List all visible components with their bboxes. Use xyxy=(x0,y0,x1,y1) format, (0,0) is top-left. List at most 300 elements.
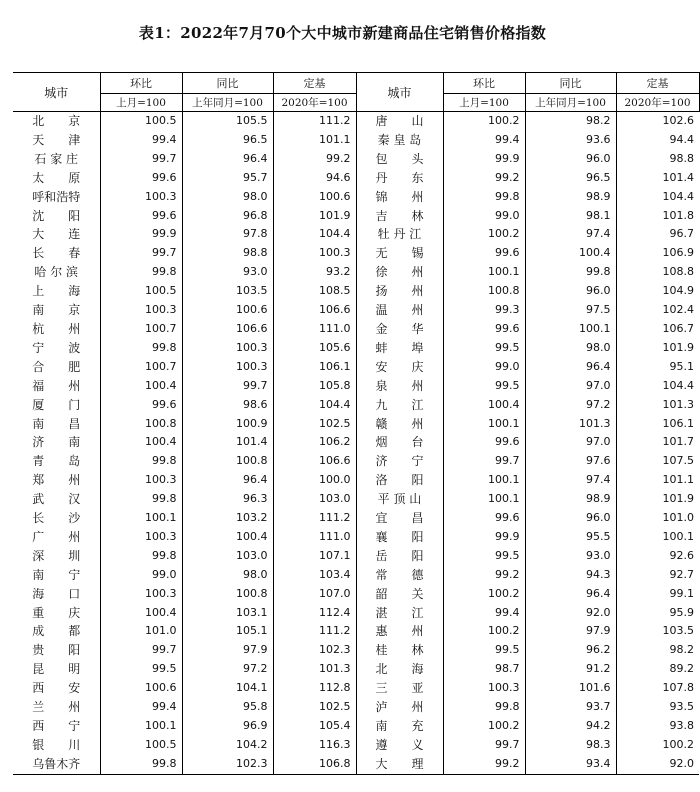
city-cell-right: 常 德 xyxy=(356,566,443,585)
subheader-mom-left: 上月=100 xyxy=(100,94,182,112)
mom-cell-left: 99.7 xyxy=(100,150,182,169)
yoy-cell-right: 96.0 xyxy=(525,509,616,528)
base-cell-left: 100.0 xyxy=(273,471,356,490)
base-cell-right: 104.9 xyxy=(662,284,694,298)
base-cell-left: 104.4 xyxy=(273,396,356,415)
header-yoy-right: 同比 xyxy=(525,73,616,94)
mom-cell-left: 100.5 xyxy=(100,736,182,755)
mom-cell-right: 100.1 xyxy=(443,471,525,490)
mom-cell-left: 100.7 xyxy=(100,320,182,339)
yoy-cell-left: 105.5 xyxy=(182,112,273,131)
city-cell-right: 桂 林 xyxy=(356,641,443,660)
yoy-cell-right: 97.6 xyxy=(525,452,616,471)
mom-cell-left: 99.8 xyxy=(100,547,182,566)
yoy-cell-left: 95.7 xyxy=(182,169,273,188)
yoy-cell-right: 101.6 xyxy=(525,679,616,698)
yoy-cell-left: 100.4 xyxy=(182,528,273,547)
yoy-cell-left: 103.2 xyxy=(182,509,273,528)
city-cell-right: 韶 关 xyxy=(356,585,443,604)
mom-cell-left: 100.4 xyxy=(100,604,182,623)
city-cell-left: 上 海 xyxy=(13,282,100,301)
mom-cell-right: 99.2 xyxy=(443,566,525,585)
yoy-cell-left: 95.8 xyxy=(182,698,273,717)
yoy-cell-left: 103.0 xyxy=(182,547,273,566)
subheader-mom-right: 上月=100 xyxy=(443,94,525,112)
base-cell-right: 92.0 xyxy=(616,755,699,774)
city-cell-right: 包 头 xyxy=(356,150,443,169)
mom-cell-left: 99.7 xyxy=(100,641,182,660)
yoy-cell-right: 97.5 xyxy=(525,301,616,320)
base-cell-right: 102.4 xyxy=(662,303,694,317)
yoy-cell-left: 99.7 xyxy=(182,377,273,396)
yoy-cell-right: 97.2 xyxy=(525,396,616,415)
base-cell-left: 101.1 xyxy=(273,131,356,150)
yoy-cell-right: 93.6 xyxy=(525,131,616,150)
mom-cell-right: 99.6 xyxy=(443,320,525,339)
mom-cell-right: 99.4 xyxy=(443,131,525,150)
yoy-cell-left: 97.9 xyxy=(182,641,273,660)
base-cell-left: 111.2 xyxy=(273,622,356,641)
mom-cell-left: 100.1 xyxy=(100,717,182,736)
table-row xyxy=(13,698,699,717)
base-cell-right: 89.2 xyxy=(669,662,694,676)
mom-cell-right: 99.5 xyxy=(443,377,525,396)
mom-cell-left: 100.3 xyxy=(100,301,182,320)
mom-cell-left: 99.9 xyxy=(100,225,182,244)
yoy-cell-left: 103.5 xyxy=(182,282,273,301)
mom-cell-right: 100.1 xyxy=(443,415,525,434)
base-cell-left: 101.9 xyxy=(273,207,356,226)
mom-cell-right: 99.0 xyxy=(443,358,525,377)
table-row xyxy=(13,358,699,377)
city-cell-right: 九 江 xyxy=(356,396,443,415)
table-row xyxy=(13,528,699,547)
yoy-cell-right: 93.4 xyxy=(525,755,616,774)
table-row xyxy=(13,112,699,131)
base-cell-left: 102.5 xyxy=(273,698,356,717)
table-row xyxy=(13,188,699,207)
base-cell-left: 104.4 xyxy=(273,225,356,244)
yoy-cell-right: 98.1 xyxy=(525,207,616,226)
base-cell-right: 93.5 xyxy=(669,700,694,714)
mom-cell-right: 99.5 xyxy=(443,339,525,358)
mom-cell-right: 99.8 xyxy=(443,698,525,717)
base-cell-right: 102.6 xyxy=(662,114,694,127)
city-cell-left: 北 京 xyxy=(13,112,100,131)
yoy-cell-left: 100.9 xyxy=(182,415,273,434)
yoy-cell-left: 102.3 xyxy=(182,755,273,774)
mom-cell-right: 100.8 xyxy=(443,282,525,301)
city-cell-left: 福 州 xyxy=(13,377,100,396)
city-cell-right: 洛 阳 xyxy=(356,471,443,490)
table-row xyxy=(13,604,699,623)
base-cell-left: 106.8 xyxy=(273,755,356,774)
yoy-cell-left: 106.6 xyxy=(182,320,273,339)
mom-cell-left: 100.3 xyxy=(100,585,182,604)
city-cell-right: 南 充 xyxy=(356,717,443,736)
mom-cell-left: 99.4 xyxy=(100,131,182,150)
base-cell-left: 107.0 xyxy=(273,585,356,604)
city-cell-left: 杭 州 xyxy=(13,320,100,339)
mom-cell-left: 99.8 xyxy=(100,263,182,282)
mom-cell-left: 99.8 xyxy=(100,755,182,774)
yoy-cell-left: 100.8 xyxy=(182,452,273,471)
yoy-cell-left: 100.3 xyxy=(182,339,273,358)
yoy-cell-left: 97.2 xyxy=(182,660,273,679)
city-cell-left: 西 安 xyxy=(13,679,100,698)
city-cell-left: 太 原 xyxy=(13,169,100,188)
mom-cell-right: 100.4 xyxy=(443,396,525,415)
base-cell-right: 92.7 xyxy=(669,567,694,581)
base-cell-right: 101.4 xyxy=(662,170,694,184)
table-row xyxy=(13,339,699,358)
mom-cell-left: 99.8 xyxy=(100,452,182,471)
city-cell-left: 银 川 xyxy=(13,736,100,755)
base-cell-left: 100.6 xyxy=(273,188,356,207)
yoy-cell-right: 93.7 xyxy=(525,698,616,717)
mom-cell-left: 100.1 xyxy=(100,509,182,528)
base-cell-right: 98.2 xyxy=(669,643,694,657)
yoy-cell-right: 96.0 xyxy=(525,150,616,169)
base-cell-left: 103.4 xyxy=(273,566,356,585)
mom-cell-left: 99.6 xyxy=(100,207,182,226)
city-cell-left: 沈 阳 xyxy=(13,207,100,226)
mom-cell-right: 99.5 xyxy=(443,547,525,566)
mom-cell-right: 100.2 xyxy=(443,112,525,131)
subheader-yoy-left: 上年同月=100 xyxy=(182,94,273,112)
header-base-right: 定基 xyxy=(616,73,699,94)
mom-cell-right: 99.2 xyxy=(443,169,525,188)
base-cell-right: 100.1 xyxy=(662,529,694,543)
table-header xyxy=(13,73,699,112)
base-cell-left: 106.6 xyxy=(273,452,356,471)
city-cell-right: 金 华 xyxy=(356,320,443,339)
header-city-right: 城市 xyxy=(356,73,443,112)
mom-cell-right: 99.6 xyxy=(443,509,525,528)
table-row xyxy=(13,301,699,320)
subheader-base-left: 2020年=100 xyxy=(273,94,356,112)
yoy-cell-left: 104.1 xyxy=(182,679,273,698)
city-cell-left: 郑 州 xyxy=(13,471,100,490)
table-row xyxy=(13,150,699,169)
price-index-table xyxy=(13,72,700,775)
table-body xyxy=(13,112,699,775)
base-cell-right: 101.7 xyxy=(662,435,694,449)
table-row xyxy=(13,755,699,774)
yoy-cell-right: 97.4 xyxy=(525,471,616,490)
mom-cell-right: 99.6 xyxy=(443,433,525,452)
city-cell-left: 长 春 xyxy=(13,244,100,263)
base-cell-left: 108.5 xyxy=(273,282,356,301)
base-cell-right: 93.8 xyxy=(669,719,694,732)
mom-cell-right: 100.2 xyxy=(443,585,525,604)
base-cell-right: 94.4 xyxy=(669,132,694,146)
mom-cell-left: 100.7 xyxy=(100,358,182,377)
mom-cell-right: 100.2 xyxy=(443,622,525,641)
base-cell-left: 111.2 xyxy=(273,112,356,131)
table-row xyxy=(13,717,699,736)
city-cell-left: 济 南 xyxy=(13,433,100,452)
header-city-left: 城市 xyxy=(13,73,100,112)
table-row xyxy=(13,641,699,660)
base-cell-left: 102.5 xyxy=(273,415,356,434)
table-row xyxy=(13,585,699,604)
city-cell-left: 海 口 xyxy=(13,585,100,604)
mom-cell-right: 99.9 xyxy=(443,528,525,547)
mom-cell-right: 99.7 xyxy=(443,452,525,471)
city-cell-left: 南 宁 xyxy=(13,566,100,585)
city-cell-right: 北 海 xyxy=(356,660,443,679)
yoy-cell-left: 96.8 xyxy=(182,207,273,226)
table-row xyxy=(13,566,699,585)
yoy-cell-right: 98.3 xyxy=(525,736,616,755)
base-cell-right: 92.6 xyxy=(669,548,694,562)
mom-cell-left: 100.8 xyxy=(100,415,182,434)
table-row xyxy=(13,207,699,226)
city-cell-right: 吉 林 xyxy=(356,207,443,226)
mom-cell-right: 100.1 xyxy=(443,490,525,509)
base-cell-right: 101.8 xyxy=(662,208,694,222)
base-cell-left: 93.2 xyxy=(273,263,356,282)
mom-cell-left: 101.0 xyxy=(100,622,182,641)
subheader-yoy-right: 上年同月=100 xyxy=(525,94,616,112)
table-row xyxy=(13,736,699,755)
base-cell-left: 107.1 xyxy=(273,547,356,566)
mom-cell-left: 100.3 xyxy=(100,188,182,207)
yoy-cell-right: 99.8 xyxy=(525,263,616,282)
base-cell-left: 94.6 xyxy=(273,169,356,188)
city-cell-left: 兰 州 xyxy=(13,698,100,717)
mom-cell-left: 99.0 xyxy=(100,566,182,585)
table-row xyxy=(13,415,699,434)
city-cell-right: 赣 州 xyxy=(356,415,443,434)
yoy-cell-left: 98.8 xyxy=(182,244,273,263)
city-cell-right: 平 顶 山 xyxy=(356,490,443,509)
city-cell-left: 南 京 xyxy=(13,301,100,320)
table-row xyxy=(13,471,699,490)
city-cell-right: 蚌 埠 xyxy=(356,339,443,358)
yoy-cell-right: 97.4 xyxy=(525,225,616,244)
header-base-left: 定基 xyxy=(273,73,356,94)
yoy-cell-left: 100.3 xyxy=(182,358,273,377)
yoy-cell-right: 96.4 xyxy=(525,585,616,604)
base-cell-right: 104.4 xyxy=(662,189,694,203)
base-cell-left: 116.3 xyxy=(273,736,356,755)
base-cell-right: 101.9 xyxy=(662,492,694,506)
city-cell-left: 青 岛 xyxy=(13,452,100,471)
base-cell-right: 95.9 xyxy=(669,605,694,619)
header-yoy-left: 同比 xyxy=(182,73,273,94)
mom-cell-left: 100.4 xyxy=(100,433,182,452)
city-cell-right: 徐 州 xyxy=(356,263,443,282)
base-cell-left: 112.4 xyxy=(273,604,356,623)
base-cell-right: 99.1 xyxy=(669,586,694,600)
yoy-cell-right: 98.0 xyxy=(525,339,616,358)
base-cell-left: 111.0 xyxy=(273,320,356,339)
base-cell-right: 101.3 xyxy=(662,397,694,411)
base-cell-left: 106.2 xyxy=(273,433,356,452)
base-cell-left: 105.4 xyxy=(273,717,356,736)
table-row xyxy=(13,131,699,150)
base-cell-left: 111.2 xyxy=(273,509,356,528)
table-row xyxy=(13,263,699,282)
mom-cell-left: 99.5 xyxy=(100,660,182,679)
base-cell-right: 106.7 xyxy=(662,321,694,335)
base-cell-left: 101.3 xyxy=(273,660,356,679)
table-row xyxy=(13,169,699,188)
base-cell-left: 103.0 xyxy=(273,490,356,509)
yoy-cell-left: 100.8 xyxy=(182,585,273,604)
city-cell-right: 烟 台 xyxy=(356,433,443,452)
table-row xyxy=(13,509,699,528)
city-cell-right: 扬 州 xyxy=(356,282,443,301)
city-cell-left: 大 连 xyxy=(13,225,100,244)
city-cell-left: 天 津 xyxy=(13,131,100,150)
base-cell-right: 101.1 xyxy=(662,473,694,487)
mom-cell-right: 99.7 xyxy=(443,736,525,755)
city-cell-left: 宁 波 xyxy=(13,339,100,358)
city-cell-left: 广 州 xyxy=(13,528,100,547)
city-cell-right: 锦 州 xyxy=(356,188,443,207)
mom-cell-right: 100.2 xyxy=(443,717,525,736)
subheader-base-right: 2020年=100 xyxy=(616,94,699,112)
table-row xyxy=(13,622,699,641)
base-cell-left: 100.3 xyxy=(273,244,356,263)
table-row xyxy=(13,547,699,566)
mom-cell-right: 98.7 xyxy=(443,660,525,679)
mom-cell-left: 100.6 xyxy=(100,679,182,698)
base-cell-right: 107.8 xyxy=(662,681,694,695)
mom-cell-left: 99.6 xyxy=(100,169,182,188)
yoy-cell-left: 96.4 xyxy=(182,150,273,169)
price-index-table-container xyxy=(13,72,694,775)
mom-cell-right: 99.2 xyxy=(443,755,525,774)
city-cell-right: 秦 皇 岛 xyxy=(356,131,443,150)
table-row xyxy=(13,244,699,263)
mom-cell-right: 99.9 xyxy=(443,150,525,169)
yoy-cell-left: 93.0 xyxy=(182,263,273,282)
city-cell-left: 厦 门 xyxy=(13,396,100,415)
yoy-cell-left: 100.6 xyxy=(182,301,273,320)
mom-cell-right: 99.0 xyxy=(443,207,525,226)
mom-cell-right: 100.3 xyxy=(443,679,525,698)
city-cell-right: 湛 江 xyxy=(356,604,443,623)
base-cell-left: 105.6 xyxy=(273,339,356,358)
base-cell-left: 112.8 xyxy=(273,679,356,698)
table-row xyxy=(13,396,699,415)
yoy-cell-right: 94.2 xyxy=(525,717,616,736)
yoy-cell-left: 96.4 xyxy=(182,471,273,490)
header-mom-left: 环比 xyxy=(100,73,182,94)
city-cell-left: 乌鲁木齐 xyxy=(13,755,100,774)
city-cell-right: 丹 东 xyxy=(356,169,443,188)
city-cell-left: 呼和浩特 xyxy=(13,188,100,207)
base-cell-right: 106.9 xyxy=(662,246,694,260)
yoy-cell-right: 91.2 xyxy=(525,660,616,679)
yoy-cell-left: 96.5 xyxy=(182,131,273,150)
yoy-cell-left: 98.0 xyxy=(182,566,273,585)
city-cell-left: 哈 尔 滨 xyxy=(13,263,100,282)
base-cell-right: 106.1 xyxy=(662,416,694,430)
mom-cell-right: 99.5 xyxy=(443,641,525,660)
base-cell-right: 101.9 xyxy=(662,340,694,354)
base-cell-right: 103.5 xyxy=(662,624,694,638)
city-cell-right: 唐 山 xyxy=(356,112,443,131)
yoy-cell-right: 95.5 xyxy=(525,528,616,547)
yoy-cell-left: 98.6 xyxy=(182,396,273,415)
mom-cell-right: 99.6 xyxy=(443,244,525,263)
city-cell-right: 泉 州 xyxy=(356,377,443,396)
city-cell-right: 三 亚 xyxy=(356,679,443,698)
base-cell-left: 111.0 xyxy=(273,528,356,547)
base-cell-left: 102.3 xyxy=(273,641,356,660)
yoy-cell-right: 96.4 xyxy=(525,358,616,377)
table-row xyxy=(13,433,699,452)
yoy-cell-left: 97.8 xyxy=(182,225,273,244)
city-cell-left: 西 宁 xyxy=(13,717,100,736)
table-row xyxy=(13,490,699,509)
base-cell-right: 107.5 xyxy=(662,454,694,468)
city-cell-left: 昆 明 xyxy=(13,660,100,679)
base-cell-right: 104.4 xyxy=(662,378,694,392)
mom-cell-right: 100.2 xyxy=(443,225,525,244)
mom-cell-left: 99.4 xyxy=(100,698,182,717)
city-cell-left: 贵 阳 xyxy=(13,641,100,660)
city-cell-right: 温 州 xyxy=(356,301,443,320)
yoy-cell-left: 104.2 xyxy=(182,736,273,755)
table-title: 表1：2022年7月70个大中城市新建商品住宅销售价格指数 xyxy=(138,24,547,42)
table-row xyxy=(13,320,699,339)
mom-cell-left: 100.5 xyxy=(100,112,182,131)
mom-cell-left: 99.6 xyxy=(100,396,182,415)
city-cell-right: 泸 州 xyxy=(356,698,443,717)
mom-cell-right: 99.8 xyxy=(443,188,525,207)
city-cell-right: 岳 阳 xyxy=(356,547,443,566)
city-cell-left: 武 汉 xyxy=(13,490,100,509)
yoy-cell-right: 93.0 xyxy=(525,547,616,566)
yoy-cell-left: 98.0 xyxy=(182,188,273,207)
yoy-cell-right: 97.9 xyxy=(525,622,616,641)
yoy-cell-right: 98.2 xyxy=(525,112,616,131)
city-cell-left: 成 都 xyxy=(13,622,100,641)
city-cell-left: 深 圳 xyxy=(13,547,100,566)
mom-cell-right: 99.4 xyxy=(443,604,525,623)
mom-cell-right: 99.3 xyxy=(443,301,525,320)
city-cell-right: 济 宁 xyxy=(356,452,443,471)
city-cell-right: 惠 州 xyxy=(356,622,443,641)
city-cell-left: 石 家 庄 xyxy=(13,150,100,169)
yoy-cell-right: 100.1 xyxy=(525,320,616,339)
yoy-cell-right: 97.0 xyxy=(525,377,616,396)
yoy-cell-left: 105.1 xyxy=(182,622,273,641)
base-cell-right: 101.0 xyxy=(662,511,694,525)
city-cell-right: 襄 阳 xyxy=(356,528,443,547)
table-row xyxy=(13,679,699,698)
table-row xyxy=(13,377,699,396)
yoy-cell-right: 98.9 xyxy=(525,188,616,207)
city-cell-right: 牡 丹 江 xyxy=(356,225,443,244)
table-row xyxy=(13,282,699,301)
city-cell-left: 重 庆 xyxy=(13,604,100,623)
city-cell-right: 宜 昌 xyxy=(356,509,443,528)
base-cell-right: 98.8 xyxy=(669,151,694,165)
yoy-cell-right: 96.2 xyxy=(525,641,616,660)
yoy-cell-right: 92.0 xyxy=(525,604,616,623)
yoy-cell-right: 97.0 xyxy=(525,433,616,452)
mom-cell-left: 100.5 xyxy=(100,282,182,301)
base-cell-left: 106.6 xyxy=(273,301,356,320)
base-cell-right: 108.8 xyxy=(662,265,694,279)
